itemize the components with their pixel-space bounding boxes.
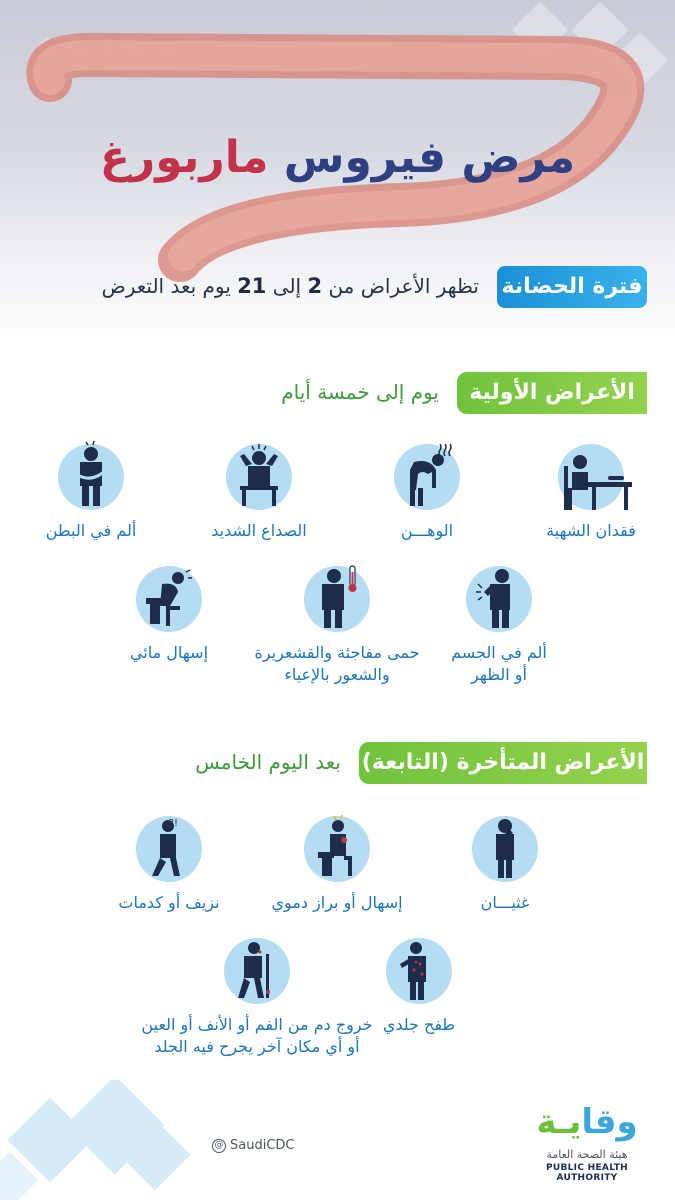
symptom-label-line-2: والشعور بالإعياء (284, 665, 390, 684)
symptom-label: ألم في البطن (45, 521, 137, 540)
symptom-watery-diarrhea (84, 566, 254, 664)
fatigue-icon (394, 444, 460, 510)
symptom-label: إسهال مائي (129, 643, 209, 662)
symptom-label-line-1: خروج دم من الفم أو الأنف أو العين (141, 1015, 373, 1034)
symptom-label (252, 642, 422, 686)
incubation-text (102, 274, 479, 298)
symptom-bleeding-bruising (84, 816, 254, 914)
incubation-text-post: يوم بعد التعرض (101, 274, 231, 298)
wiqaya-logo (527, 1102, 647, 1142)
fever-icon (304, 566, 370, 632)
symptom-label: الصداع الشديد (211, 521, 307, 540)
symptom-headache (174, 444, 344, 542)
logo-part-1: وقا (581, 1102, 638, 1142)
symptom-label: فقدان الشهية (546, 521, 636, 540)
symptom-bleeding-openings (112, 938, 402, 1058)
incubation-mid: إلى (272, 274, 302, 298)
symptom-label (112, 1014, 402, 1058)
social-handle[interactable] (212, 1138, 295, 1153)
page-title (0, 132, 675, 183)
incubation-from: 2 (307, 274, 323, 298)
symptom-label (414, 642, 584, 686)
symptom-fatigue (342, 444, 512, 542)
authority-name-ar: هيئة الصحة العامة (546, 1148, 628, 1161)
authority-name-en: PUBLIC HEALTH AUTHORITY (545, 1163, 629, 1183)
watery-diarrhea-icon (136, 566, 202, 632)
symptom-label: إسهال أو براز دموي (271, 893, 403, 912)
symptom-nausea (420, 816, 590, 914)
at-icon: @ (212, 1139, 226, 1153)
body-pain-icon (466, 566, 532, 632)
symptom-abdominal-pain (6, 444, 176, 542)
svg-text:!?: !? (168, 818, 178, 829)
initial-symptoms-subtitle: يوم إلى خمسة أيام (281, 380, 439, 404)
symptom-label: غثيـــان (480, 893, 530, 912)
symptom-fever (252, 566, 422, 686)
incubation-to: 21 (237, 274, 267, 298)
bloody-diarrhea-icon (304, 816, 370, 882)
symptom-label: نزيف أو كدمات (118, 893, 220, 912)
title-word-2: ماربورغ (99, 132, 269, 183)
symptom-label-line-2: أو أي مكان آخر يجرح فيه الجلد (154, 1037, 360, 1056)
footer-diamonds (0, 1080, 240, 1200)
symptom-label-line-2: أو الظهر (471, 665, 527, 684)
initial-symptoms-label: الأعراض الأولية (457, 372, 647, 414)
symptom-bloody-diarrhea (252, 816, 422, 914)
bleeding-bruising-icon (136, 816, 202, 882)
symptom-body-pain (414, 566, 584, 686)
abdominal-pain-icon (58, 444, 124, 510)
symptom-label: الوهـــن (400, 521, 454, 540)
headache-icon (226, 444, 292, 510)
loss-of-appetite-icon (558, 444, 624, 510)
social-handle-text: SaudiCDC (230, 1138, 295, 1153)
symptom-loss-of-appetite (506, 444, 675, 542)
symptom-label: طفح جلدي (382, 1015, 456, 1034)
nausea-icon (472, 816, 538, 882)
late-symptoms-subtitle: بعد اليوم الخامس (195, 750, 341, 774)
bleeding-openings-icon (224, 938, 290, 1004)
symptom-label-line-1: حمى مفاجئة والقشعريرة (254, 643, 420, 662)
late-symptoms-label: الأعراض المتأخرة (التابعة) (359, 742, 647, 784)
incubation-text-pre: تظهر الأعراض من (328, 274, 479, 298)
logo-part-2: يـة (536, 1102, 582, 1142)
incubation-label: فترة الحضانة (497, 266, 647, 308)
title-word-1: مرض فيروس (283, 132, 576, 183)
symptom-label-line-1: ألم في الجسم (451, 643, 547, 662)
